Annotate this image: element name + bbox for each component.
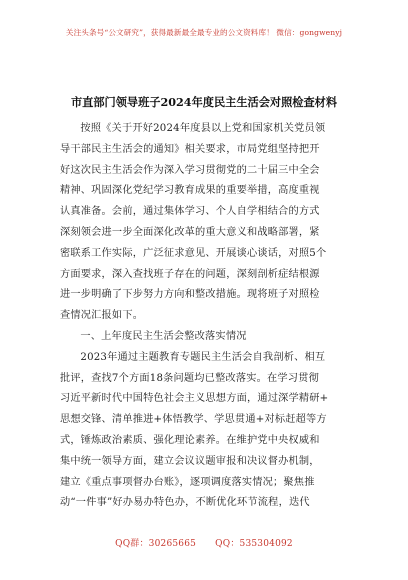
qq-group-text: QQ群：30265665 [115, 539, 197, 549]
body-line: 查情况汇报如下。 [60, 310, 144, 322]
body-line: 精神、巩固深化党纪学习教育成果的重要举措，高度重视 [60, 185, 320, 197]
qq-number-text: QQ：535304092 [215, 539, 293, 549]
document-title: 市直部门领导班子2024年度民主生活会对照检查材料 [70, 95, 338, 109]
body-line: 方面要求，深入查找班子存在的问题，深刻剖析症结根源 [60, 268, 320, 280]
body-line: 集中统一领导方面，建立会议议题审报和决议督办机制， [60, 455, 320, 467]
contact-footer [0, 536, 408, 549]
body-line: 深刻领会进一步全面深化改革的重大意义和战略部署，紧 [60, 226, 320, 238]
body-line: 好这次民主生活会作为深入学习贯彻党的二十届三中全会 [60, 164, 320, 176]
body-line: 习近平新时代中国特色社会主义思想方面，通过深学精研+ [60, 393, 329, 405]
body-line: 建立《重点事项督办台账》，逐项调度落实情况；聚焦推 [60, 476, 315, 488]
body-line: 密联系工作实际，广泛征求意见、开展谈心谈话，对照5个 [60, 247, 327, 259]
section-heading: 一、上年度民主生活会整改落实情况 [80, 330, 247, 342]
body-line: 动“一件事”好办易办特色办，不断优化环节流程，迭代 [60, 497, 310, 509]
body-line: 按照《关于开好2024年度县以上党和国家机关党员领 [80, 123, 326, 134]
body-line: 导干部民主生活会的通知》相关要求，市局党组坚持把开 [60, 143, 320, 155]
promo-banner: 关注头条号“公文研究”，获得最新最全最专业的公文资料库！ 微信：gongwenyj [65, 28, 343, 37]
body-line: 思想交锋、清单推进+体悟教学、学思贯通+对标赶超等方 [60, 414, 327, 426]
body-line: 认真准备。会前，通过集体学习、个人自学相结合的方式 [60, 206, 320, 218]
body-line: 进一步明确了下步努力方向和整改措施。现将班子对照检 [60, 289, 320, 301]
body-line: 式，锤炼政治素质、强化理论素养。在维护党中央权威和 [60, 434, 320, 446]
body-line: 批评，查找7个方面18条问题均已整改落实。在学习贯彻 [60, 372, 319, 384]
document-body [60, 119, 350, 514]
body-line: 2023年通过主题教育专题民主生活会自我剖析、相互 [80, 351, 326, 363]
